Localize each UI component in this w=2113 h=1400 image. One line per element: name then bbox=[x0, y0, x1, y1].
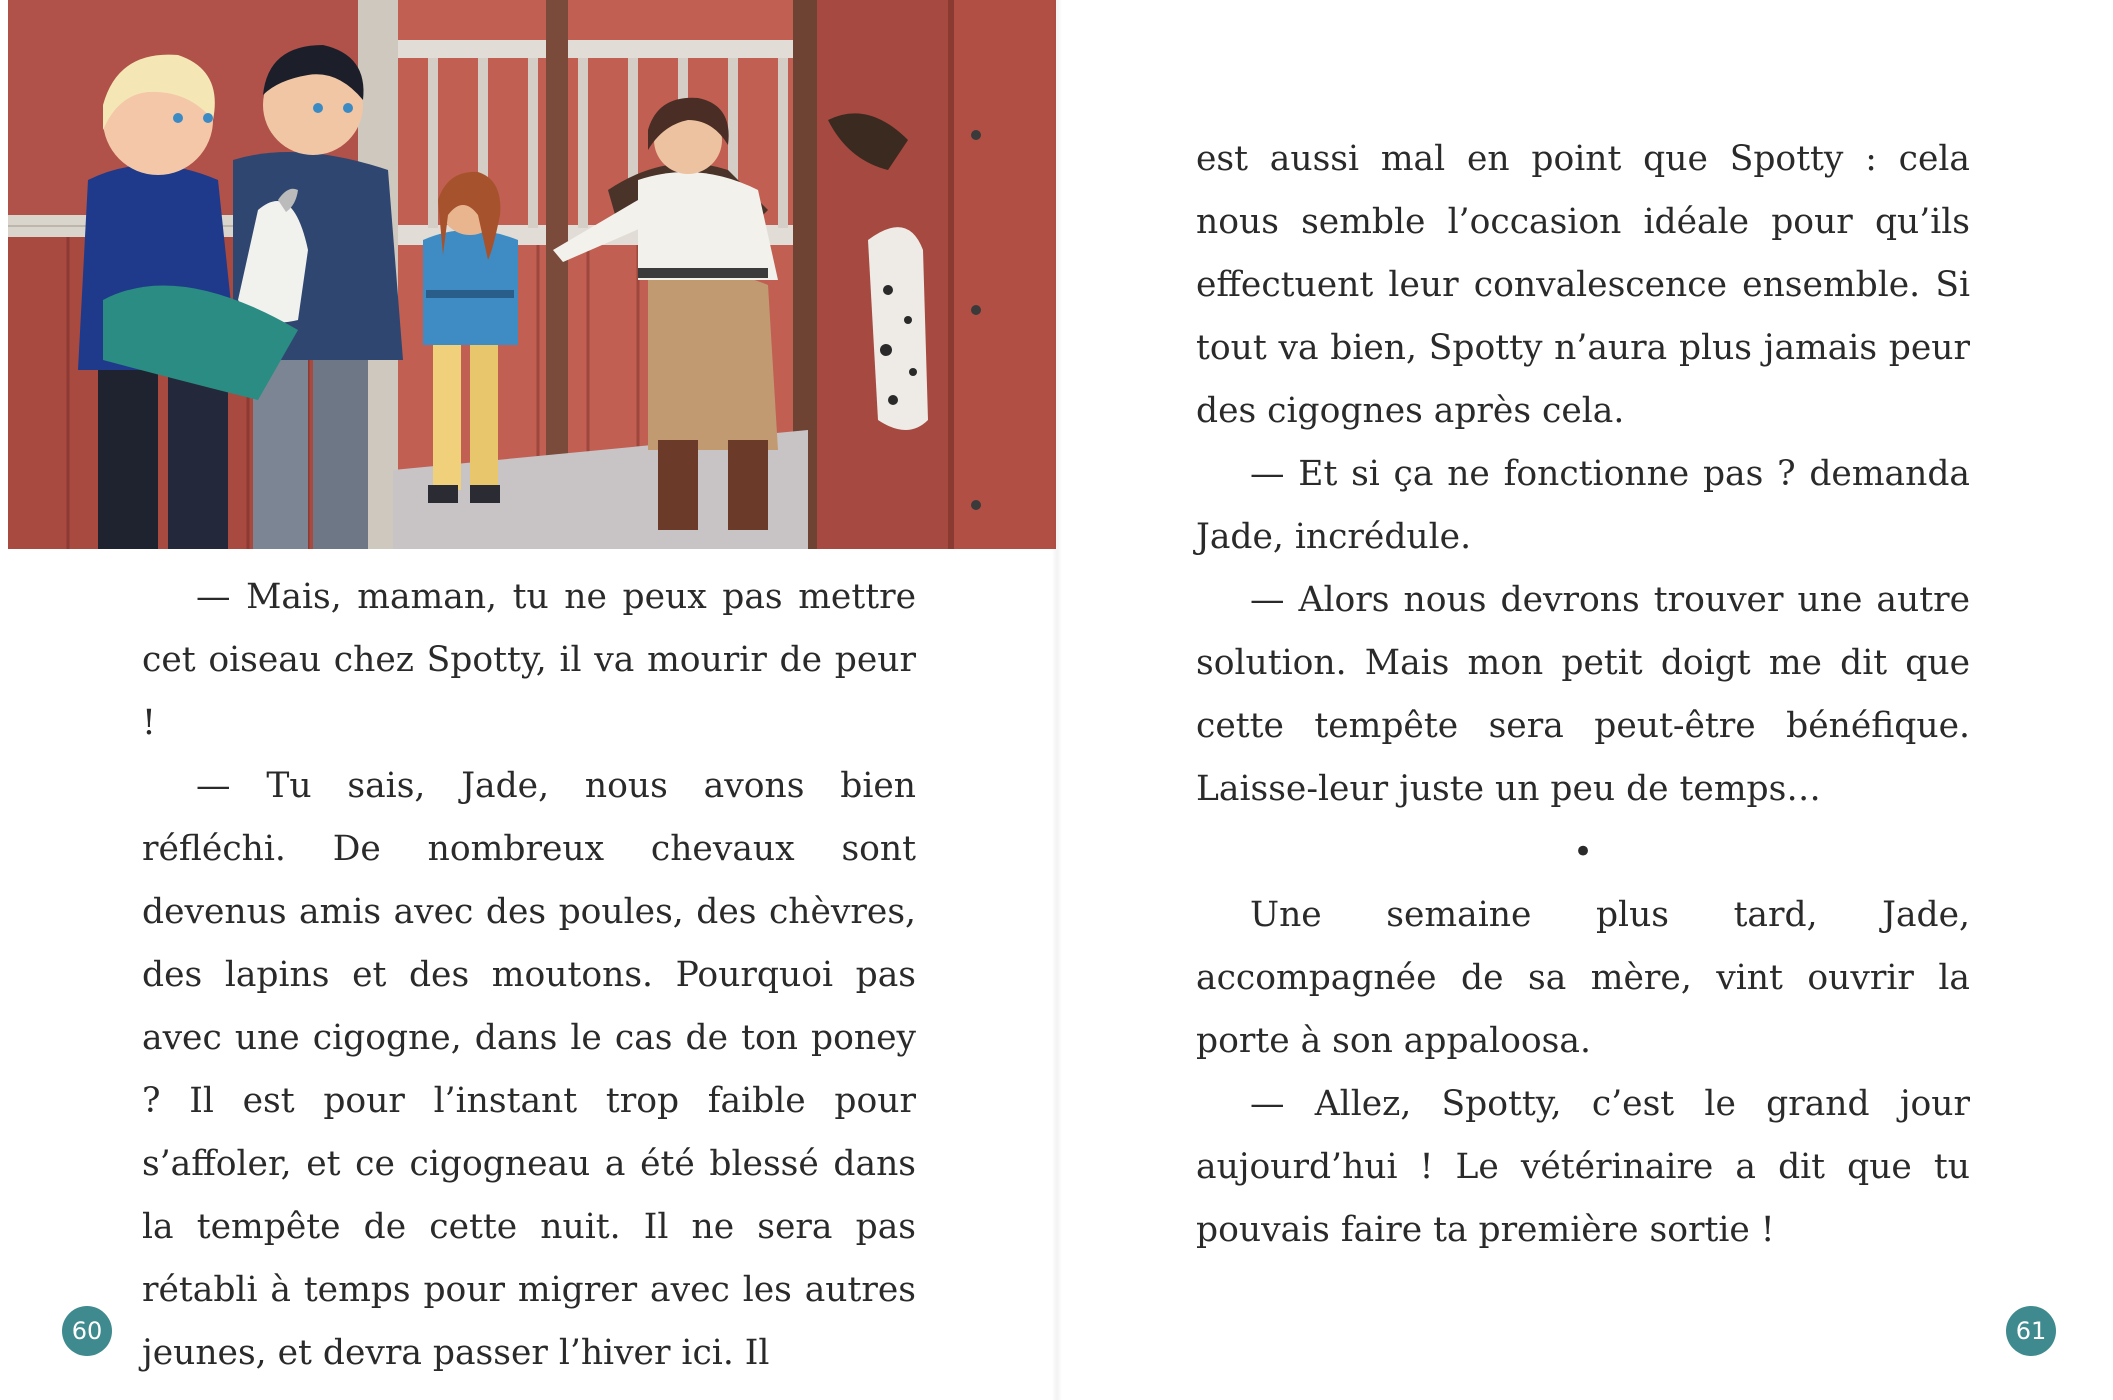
paragraph: Une semaine plus tard, Jade, accompagnée de sa mère, vint ouvrir la porte à son appaloosa. bbox=[1196, 895, 1970, 1061]
page-number-badge: 61 bbox=[2006, 1306, 2056, 1356]
right-page-text bbox=[1196, 128, 1970, 1262]
page-number-badge: 60 bbox=[62, 1306, 112, 1356]
section-separator: • bbox=[1572, 832, 1594, 872]
paragraph: — Mais, maman, tu ne peux pas mettre cet oiseau chez Spotty, il va mourir de peur ! bbox=[142, 577, 916, 743]
paragraph: — Et si ça ne fonctionne pas ? demanda Jade, incrédule. bbox=[1196, 454, 1970, 557]
paragraph: est aussi mal en point que Spotty : cela nous semble l’occasion idéale pour qu’ils effectuent leur convalescence ensemble. Si tout va bien, Spotty n’aura plus jamais peur des cigognes après cela. bbox=[1196, 139, 1970, 431]
left-page-text bbox=[142, 566, 916, 1385]
paragraph: — Tu sais, Jade, nous avons bien réfléchi. De nombreux chevaux sont devenus amis avec des poules, des chèvres, des lapins et des moutons. Pourquoi pas avec une cigogne, dans le cas de ton poney ? Il est pour l’instant trop faible pour s’affoler, et ce cigogneau a été blessé dans la tempête de cette nuit. Il ne sera pas rétabli à temps pour migrer avec les autres jeunes, et devra passer l’hiver ici. Il bbox=[142, 766, 916, 1373]
paragraph: — Allez, Spotty, c’est le grand jour aujourd’hui ! Le vétérinaire a dit que tu pouvais faire ta première sortie ! bbox=[1196, 1084, 1970, 1250]
right-page bbox=[1056, 0, 2113, 1400]
paragraph: — Alors nous devrons trouver une autre solution. Mais mon petit doigt me dit que cette tempête sera peut-être bénéfique. Laisse-leur juste un peu de temps… bbox=[1196, 580, 1970, 809]
stable-illustration bbox=[8, 0, 1056, 549]
left-page bbox=[0, 0, 1056, 1400]
